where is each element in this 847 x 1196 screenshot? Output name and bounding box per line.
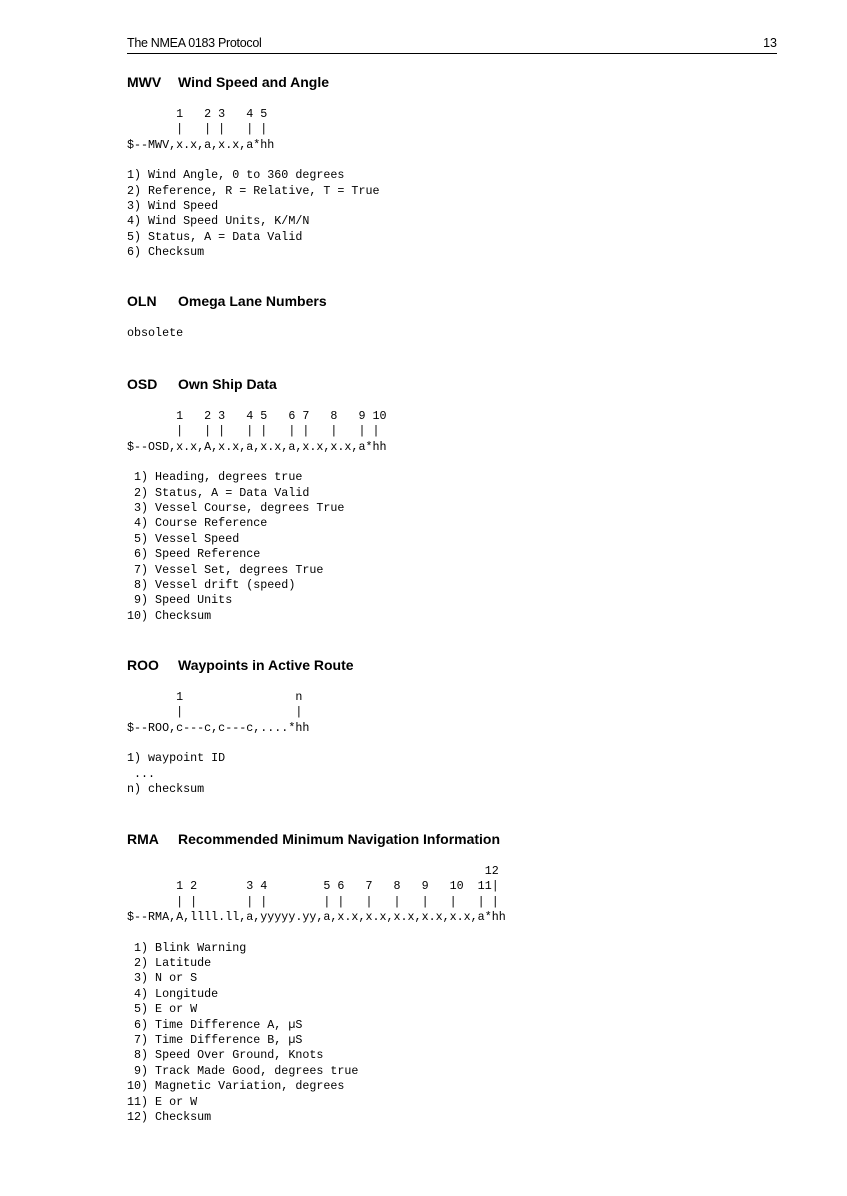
sentence-format-diagram: 1 n | | $--ROO,c---c,c---c,....*hh: [127, 690, 310, 735]
sentence-code: OSD: [127, 376, 158, 392]
obsolete-note: obsolete: [127, 326, 184, 340]
sentence-name: Omega Lane Numbers: [178, 293, 327, 309]
sentence-format-diagram: 1 2 3 4 5 | | | | | $--MWV,x.x,a,x.x,a*hh: [127, 107, 275, 152]
field-list: 1) Heading, degrees true 2) Status, A = Data Valid 3) Vessel Course, degrees True 4) Course Reference 5) Vessel Speed 6) Speed Reference 7) Vessel Set, degrees True 8) Vessel drift (speed) 9) Speed Units 10) Checksum: [127, 470, 345, 623]
page-number: 13: [763, 36, 777, 50]
page-header: [127, 36, 777, 54]
sentence-code: ROO: [127, 657, 159, 673]
section-roo: [127, 657, 787, 797]
sentence-code: RMA: [127, 831, 159, 847]
section-mwv: [127, 74, 787, 261]
sentence-name: Recommended Minimum Navigation Information: [178, 831, 501, 847]
section-rma: [127, 831, 787, 1126]
section-osd: [127, 376, 787, 624]
sentence-name: Own Ship Data: [178, 376, 277, 392]
sentence-name: Wind Speed and Angle: [178, 74, 330, 90]
section-title: [127, 657, 787, 675]
header-title: The NMEA 0183 Protocol: [127, 36, 262, 50]
sentence-format-diagram: 1 2 3 4 5 6 7 8 9 10 | | | | | | | | | | $--OSD,x.x,A,x.x,a,x.x,a,x.x,x.x,a*hh: [127, 409, 387, 454]
sentence-code: OLN: [127, 293, 157, 309]
section-oln: [127, 293, 787, 341]
sentence-name: Waypoints in Active Route: [178, 657, 354, 673]
field-list: 1) Blink Warning 2) Latitude 3) N or S 4) Longitude 5) E or W 6) Time Difference A, µS 7) Time Difference B, µS 8) Speed Over Ground, Knots 9) Track Made Good, degrees true 10) Magnetic Variation, degrees 11) E or W 12) Checksum: [127, 940, 359, 1125]
section-title: [127, 831, 787, 849]
section-title: [127, 74, 787, 92]
sentence-code: MWV: [127, 74, 162, 90]
section-title: [127, 293, 787, 311]
sentence-format-diagram: 12 1 2 3 4 5 6 7 8 9 10 11| | | | | | | | | | | | | $--RMA,A,llll.ll,a,yyyyy.yy,a,x.x,x.x,x.x,x.x,x.x,a*hh: [127, 864, 506, 925]
field-list: 1) Wind Angle, 0 to 360 degrees 2) Reference, R = Relative, T = True 3) Wind Speed 4) Wind Speed Units, K/M/N 5) Status, A = Data Valid 6) Checksum: [127, 168, 380, 260]
field-list: 1) waypoint ID ... n) checksum: [127, 751, 226, 797]
section-title: [127, 376, 787, 394]
